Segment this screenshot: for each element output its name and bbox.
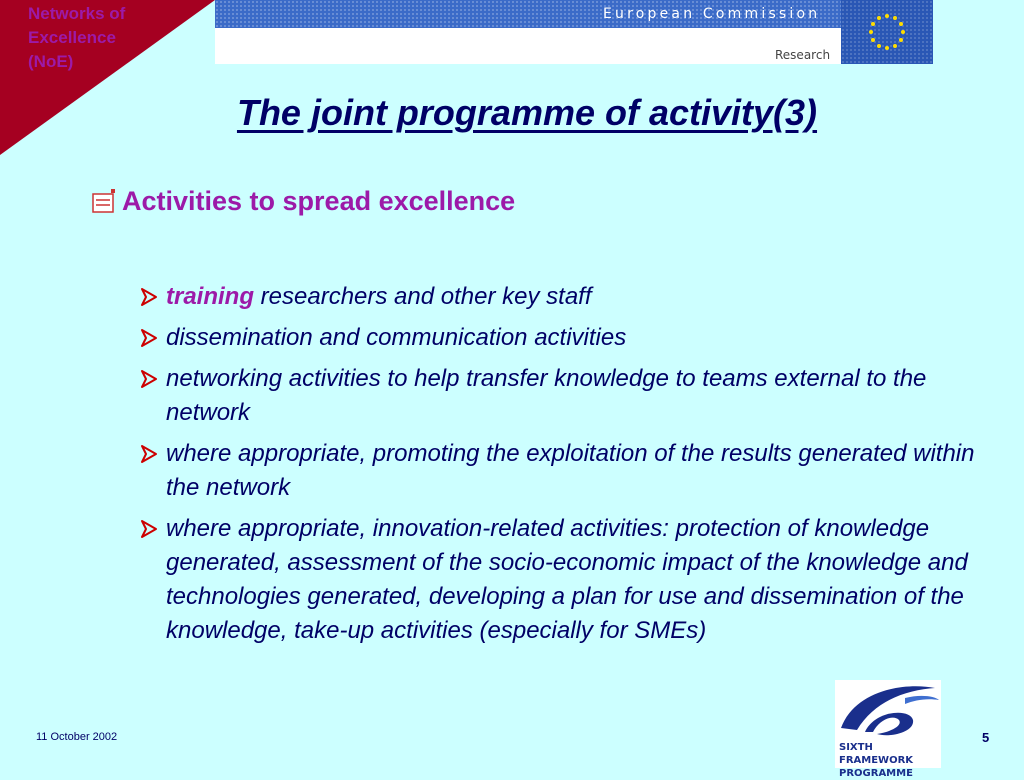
list-item [138,280,998,314]
ec-banner [215,0,933,64]
eu-flag-icon [841,0,933,64]
list-item-body: where appropriate, innovation-related activities: protection of knowledge generated, assessment of the socio-economic impact of the knowledge and technologies generated, developing a plan for use and dissemination of the knowledge, take-up activities (especially for SMEs) [166,515,968,644]
slide-title: The joint programme of activity(3) [236,92,818,133]
list-item-body: networking activities to help transfer knowledge to teams external to the network [166,365,927,426]
list-item [138,512,998,648]
fp6-logo-line-1: SIXTH FRAMEWORK [839,742,914,766]
arrow-right-icon [138,286,160,308]
list-item-body: dissemination and communication activities [166,324,627,351]
list-item-emphasis: training [166,283,254,310]
ec-banner-strip [215,0,841,28]
list-item-text [166,321,998,355]
section-heading [90,186,515,217]
fp6-logo-text [839,741,939,780]
fp6-logo-line-2: PROGRAMME [839,768,913,779]
arrow-right-icon [138,368,160,390]
corner-label-line-1: Networks of [28,4,126,23]
list-item [138,362,998,430]
corner-label [28,2,188,74]
banner-title: European Commission [603,6,821,22]
arrow-right-icon [138,327,160,349]
eu-flag-stars [841,0,933,64]
list-item-text [166,512,998,648]
fp6-logo-icon [835,680,941,779]
banner-subtitle: Research [775,48,831,62]
section-label: Activities to spread excellence [122,186,516,216]
footer-date: 11 October 2002 [36,731,118,743]
arrow-right-icon [138,443,160,465]
notepad-plus-icon [90,187,120,217]
list-item [138,437,998,505]
corner-label-line-3: (NoE) [28,52,74,71]
arrow-right-icon [138,518,160,540]
list-item-text [166,280,998,314]
list-item-text [166,362,998,430]
fp6-logo-graphic [835,680,941,740]
list-item [138,321,998,355]
bullet-list [138,280,998,655]
list-item-body: researchers and other key staff [254,283,592,310]
list-item-text [166,437,998,505]
corner-label-line-2: Excellence [28,28,116,47]
list-item-body: where appropriate, promoting the exploitation of the results generated within the network [166,440,975,501]
page-number: 5 [982,730,990,745]
